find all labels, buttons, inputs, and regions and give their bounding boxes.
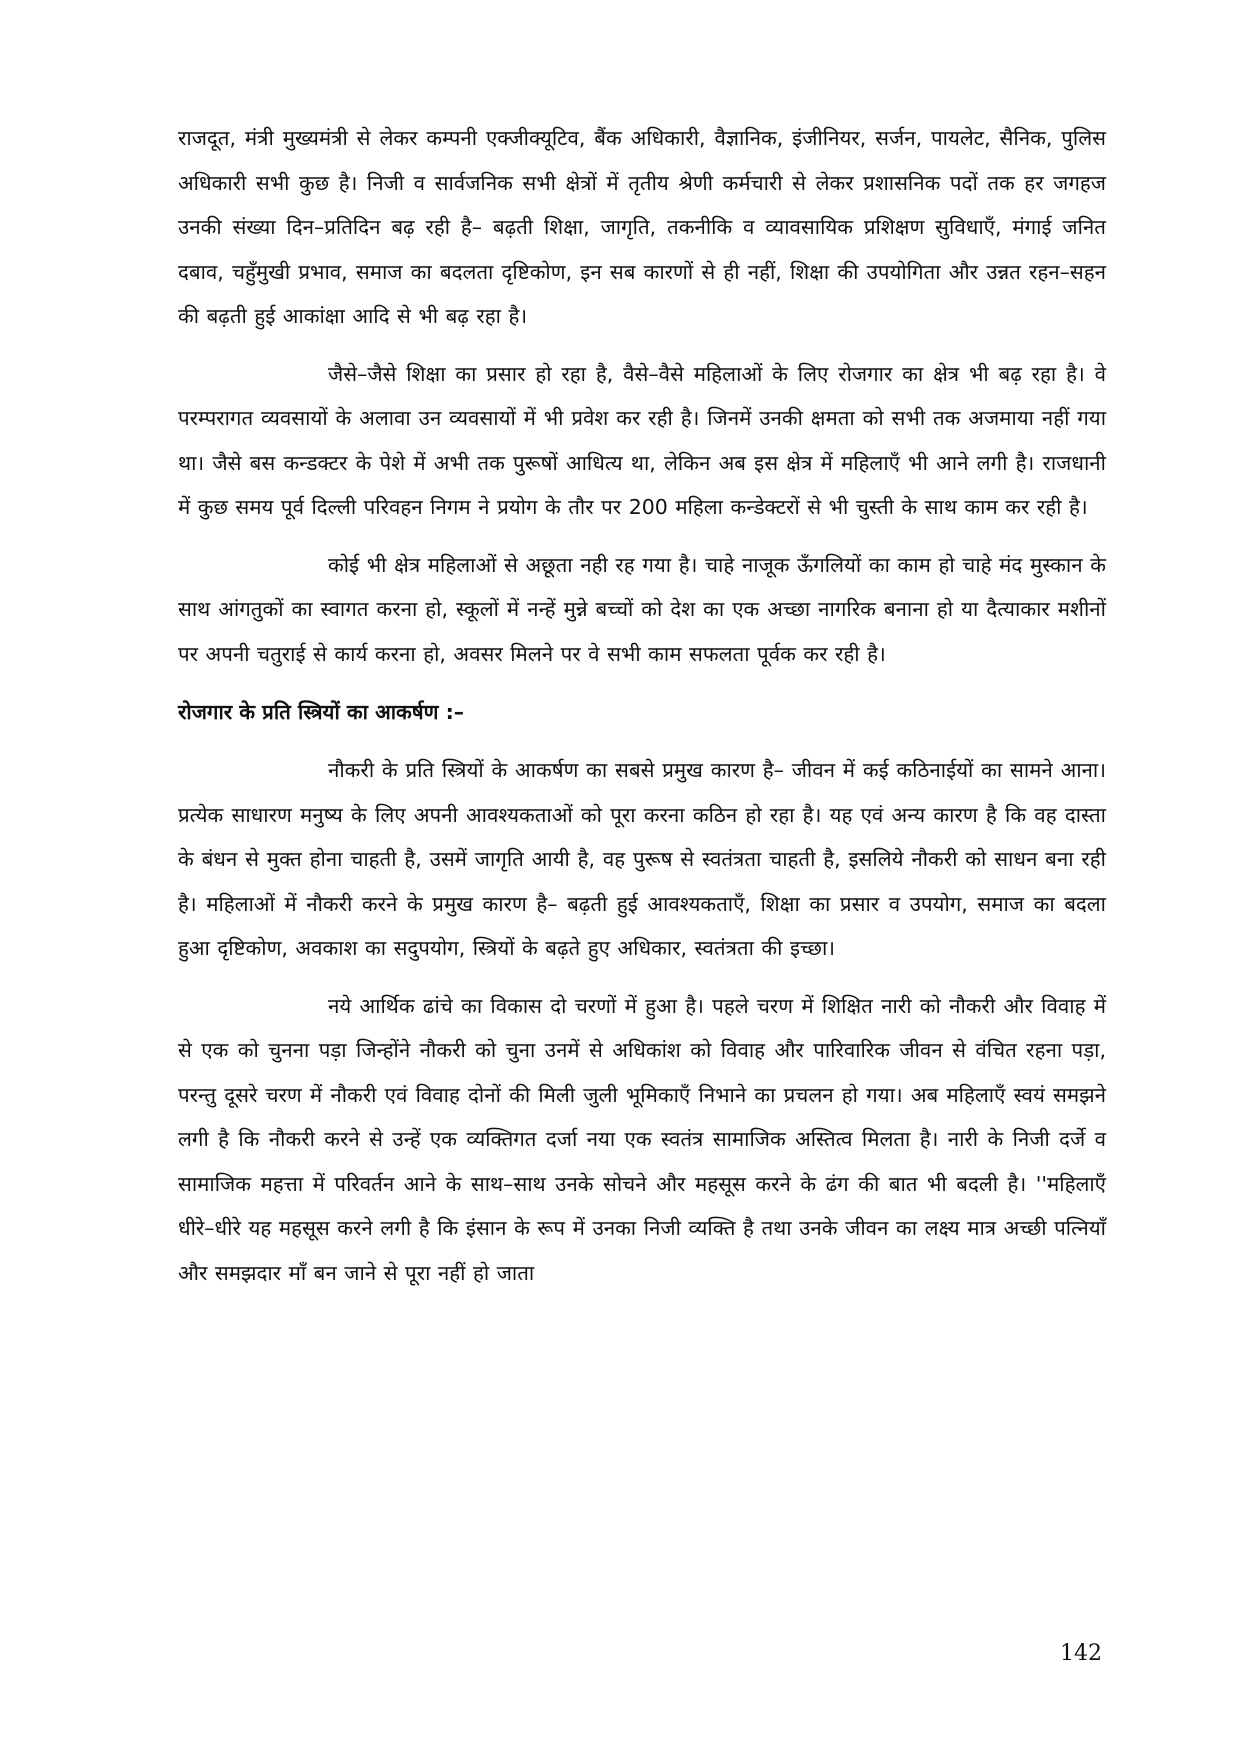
page-number: 142 — [1060, 1641, 1102, 1666]
paragraph-3: कोई भी क्षेत्र महिलाओं से अछूता नही रह गया है। चाहे नाजूक ऊँगलियों का काम हो चाहे मंद मुस्कान के साथ आंगतुकों का स्वागत करना हो, स्कूलों में नन्हें मुन्ने बच्चों को देश का एक अच्छा नागरिक बनाना हो या दैत्याकार मशीनों पर अपनी चतुराई से कार्य करना हो, अवसर मिलने पर वे सभी काम सफलता पूर्वक कर रही है। — [178, 552, 1106, 666]
paragraph-4: नौकरी के प्रति स्त्रियों के आकर्षण का सबसे प्रमुख कारण है– जीवन में कई कठिनाईयों का सामने आना। प्रत्येक साधारण मनुष्य के लिए अपनी आवश्यकताओं को पूरा करना कठिन हो रहा है। यह एवं अन्य कारण है कि वह दास्ता के बंधन से मुक्त होना चाहती है, उसमें जागृति आयी है, वह पुरूष से स्वतंत्रता चाहती है, इसलिये नौकरी को साधन बना रही है। महिलाओं में नौकरी करने के प्रमुख कारण है– बढ़ती हुई आवश्यकताएँ, शिक्षा का प्रसार व उपयोग, समाज का बदला हुआ दृष्टिकोण, अवकाश का सदुपयोग, स्त्रियों के बढ़ते हुए अधिकार, स्वतंत्रता की इच्छा। — [178, 758, 1106, 960]
section-heading: रोजगार के प्रति स्त्रियों का आकर्षण :– — [178, 700, 465, 724]
paragraph-5: नये आर्थिक ढांचे का विकास दो चरणों में हुआ है। पहले चरण में शिक्षित नारी को नौकरी और विवाह में से एक को चुनना पड़ा जिन्होंने नौकरी को चुना उनमें से अधिकांश को विवाह और पारिवारिक जीवन से वंचित रहना पड़ा, परन्तु दूसरे चरण में नौकरी एवं विवाह दोनों की मिली जुली भूमिकाएँ निभाने का प्रचलन हो गया। अब महिलाएँ स्वयं समझने लगी है कि नौकरी करने से उन्हें एक व्यक्तिगत दर्जा नया एक स्वतंत्र सामाजिक अस्तित्व मिलता है। नारी के निजी दर्जे व सामाजिक महत्ता में परिवर्तन आने के साथ–साथ उनके सोचने और महसूस करने के ढंग की बात भी बदली है। ''महिलाएँ धीरे–धीरे यह महसूस करने लगी है कि इंसान के रूप में उनका निजी व्यक्ति है तथा उनके जीवन का लक्ष्य मात्र अच्छी पत्नियाँ और समझदार माँ बन जाने से पूरा नहीं हो जाता — [178, 993, 1106, 1285]
document-page — [178, 116, 1106, 1295]
paragraph-1: राजदूत, मंत्री मुख्यमंत्री से लेकर कम्पनी एक्जीक्यूटिव, बैंक अधिकारी, वैज्ञानिक, इंजीनियर, सर्जन, पायलेट, सैनिक, पुलिस अधिकारी सभी कुछ है। निजी व सार्वजनिक सभी क्षेत्रों में तृतीय श्रेणी कर्मचारी से लेकर प्रशासनिक पदों तक हर जगहज उनकी संख्या दिन–प्रतिदिन बढ़ रही है– बढ़ती शिक्षा, जागृति, तकनीकि व व्यावसायिक प्रशिक्षण सुविधाएँ, मंगाई जनित दबाव, चहुँमुखी प्रभाव, समाज का बदलता दृष्टिकोण, इन सब कारणों से ही नहीं, शिक्षा की उपयोगिता और उन्नत रहन–सहन की बढ़ती हुई आकांक्षा आदि से भी बढ़ रहा है। — [178, 126, 1106, 328]
paragraph-2: जैसे–जैसे शिक्षा का प्रसार हो रहा है, वैसे–वैसे महिलाओं के लिए रोजगार का क्षेत्र भी बढ़ रहा है। वे परम्परागत व्यवसायों के अलावा उन व्यवसायों में भी प्रवेश कर रही है। जिनमें उनकी क्षमता को सभी तक अजमाया नहीं गया था। जैसे बस कन्डक्टर के पेशे में अभी तक पुरूषों आधित्य था, लेकिन अब इस क्षेत्र में महिलाएँ भी आने लगी है। राजधानी में कुछ समय पूर्व दिल्ली परिवहन निगम ने प्रयोग के तौर पर 200 महिला कन्डेक्टरों से भी चुस्ती के साथ काम कर रही है। — [178, 361, 1106, 519]
